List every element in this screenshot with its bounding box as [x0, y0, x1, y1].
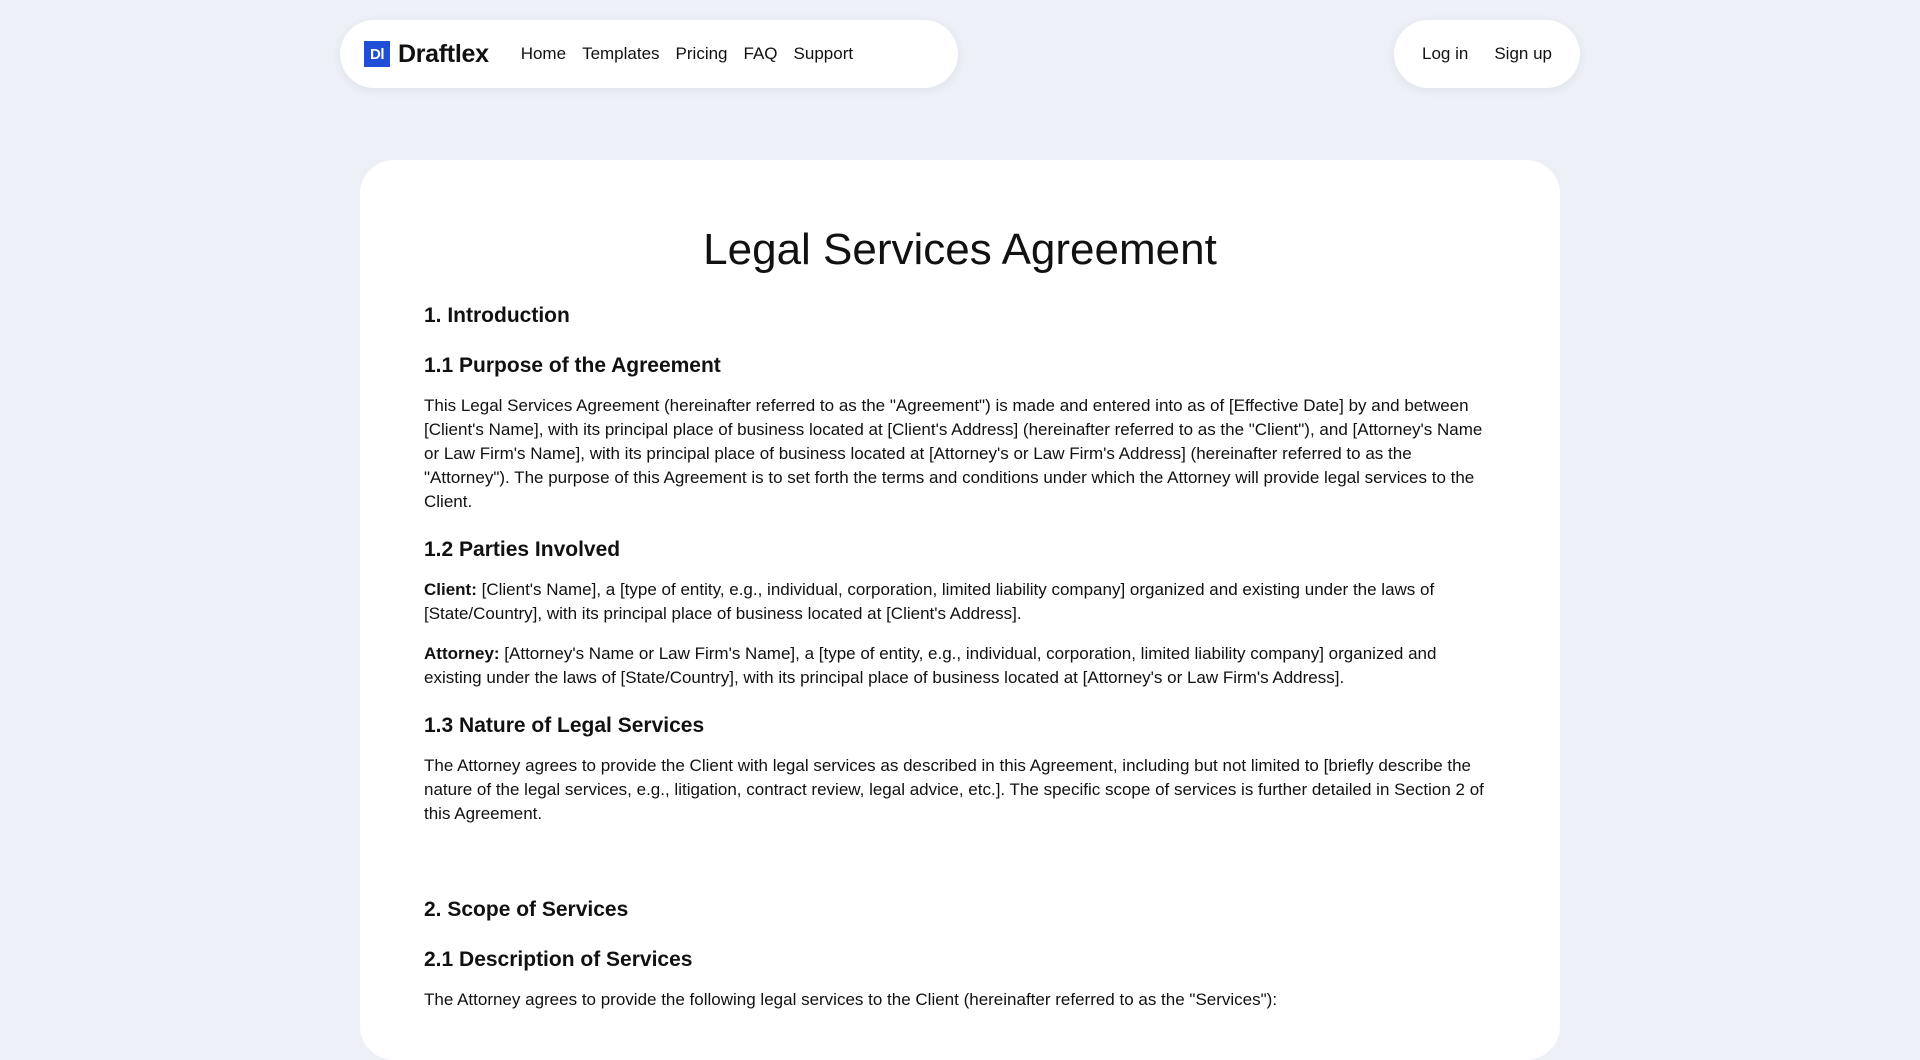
- subsection-heading-purpose: 1.1 Purpose of the Agreement: [424, 354, 721, 378]
- nav-link-support[interactable]: Support: [793, 44, 854, 63]
- client-paragraph: [424, 578, 1496, 626]
- nav-link-home[interactable]: Home: [520, 44, 567, 63]
- nav-link-faq[interactable]: FAQ: [743, 44, 778, 63]
- logo-text: Draftlex: [398, 39, 489, 68]
- nav-link-templates[interactable]: Templates: [582, 44, 660, 63]
- subsection-heading-description: 2.1 Description of Services: [424, 948, 693, 972]
- client-label: Client:: [424, 580, 477, 600]
- section-heading-introduction: 1. Introduction: [424, 304, 570, 328]
- signup-link[interactable]: Sign up: [1494, 44, 1552, 63]
- nature-paragraph: The Attorney agrees to provide the Client with legal services as described in this Agreement, including but not limited to [briefly describe the nature of the legal services, e.g., litigation, contract review, legal advice, etc.]. The specific scope of services is further detailed in Section 2 of this Agreement.: [424, 756, 1484, 824]
- nav-link-pricing[interactable]: Pricing: [675, 44, 728, 63]
- logo-mark: Dl: [364, 41, 390, 67]
- document-title: Legal Services Agreement: [703, 225, 1217, 274]
- login-link[interactable]: Log in: [1422, 44, 1469, 63]
- main-nav: [340, 20, 958, 88]
- purpose-paragraph: This Legal Services Agreement (hereinafter referred to as the "Agreement") is made and entered into as of [Effective Date] by and between [Client's Name], with its principal place of business located at [Client's Address] (hereinafter referred to as the "Client"), and [Attorney's Name or Law Firm's Name], with its principal place of business located at [Attorney's or Law Firm's Address] (hereinafter referred to as the "Attorney"). The purpose of this Agreement is to set forth the terms and conditions under which the Attorney will provide legal services to the Client.: [424, 396, 1483, 512]
- logo[interactable]: [364, 40, 489, 69]
- description-paragraph: The Attorney agrees to provide the following legal services to the Client (hereinafter referred to as the "Services"):: [424, 990, 1278, 1010]
- subsection-heading-parties: 1.2 Parties Involved: [424, 538, 621, 562]
- subsection-heading-nature: 1.3 Nature of Legal Services: [424, 714, 705, 738]
- attorney-paragraph: [424, 642, 1496, 690]
- client-text: [Client's Name], a [type of entity, e.g., individual, corporation, limited liability company] organized and existing under the laws of [State/Country], with its principal place of business located at [Client's Address].: [424, 580, 1435, 624]
- section-heading-scope: 2. Scope of Services: [424, 898, 629, 922]
- attorney-text: [Attorney's Name or Law Firm's Name], a [type of entity, e.g., individual, corporation, limited liability company] organized and existing under the laws of [State/Country], with its principal place of business located at [Attorney's or Law Firm's Address].: [424, 644, 1437, 688]
- attorney-label: Attorney:: [424, 644, 500, 664]
- auth-nav: [1394, 20, 1580, 88]
- document-card: [360, 160, 1560, 1060]
- section-spacer: [424, 842, 1496, 896]
